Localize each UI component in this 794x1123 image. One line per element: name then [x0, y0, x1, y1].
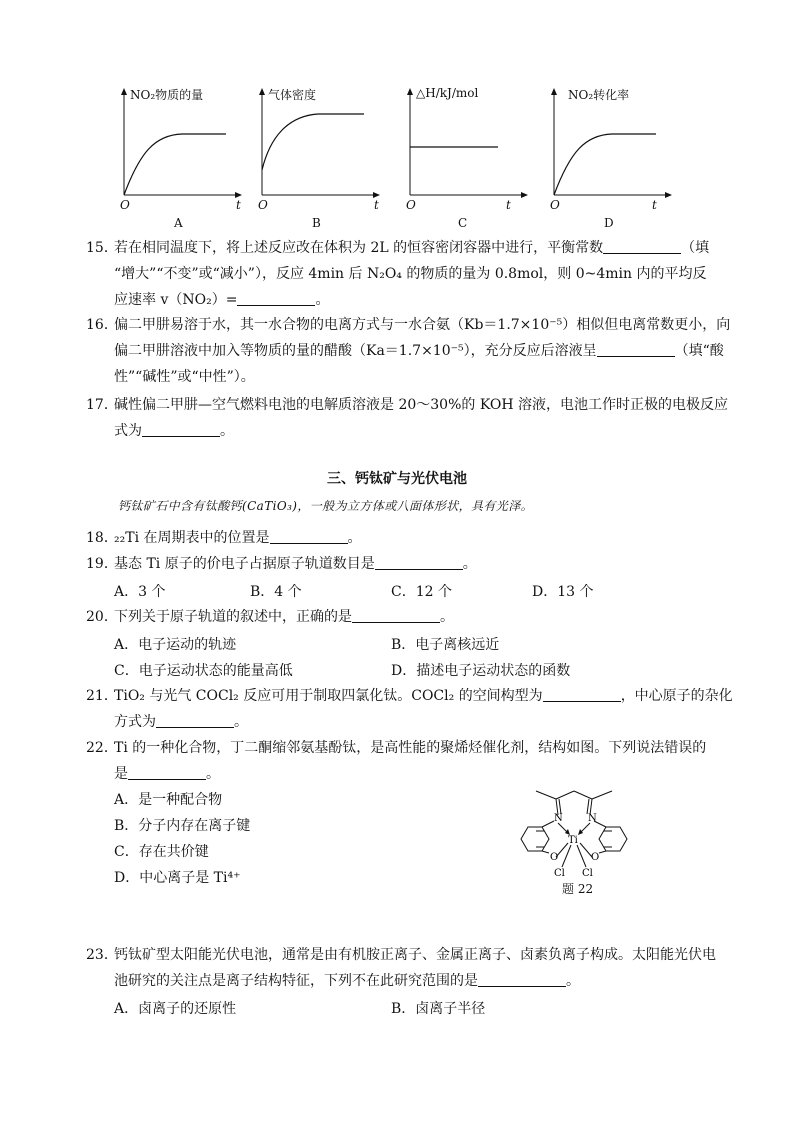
question-text: 。 — [315, 292, 330, 308]
option-b[interactable]: B．卤离子半径 — [391, 1001, 486, 1017]
graph-b-letter: B — [312, 216, 321, 230]
answer-blank[interactable] — [603, 239, 681, 254]
question-line: 性”“碱性”或“中性”）。 — [114, 369, 255, 385]
answer-blank[interactable] — [543, 687, 621, 702]
question-text: 偏二甲肼溶液中加入等物质的量的醋酸（Ka＝1.7×10⁻⁵），充分反应后溶液呈 — [114, 343, 597, 359]
question-number: 21． — [86, 688, 118, 704]
graph-c — [396, 82, 536, 232]
question-number: 23． — [86, 947, 118, 963]
question-line: Ti 的一种化合物，丁二酮缩邻氨基酚钛，是高性能的聚烯烃催化剂，结构如图。下列说法错误的 — [114, 740, 707, 756]
question-16 — [86, 312, 731, 390]
atom-n-left: N — [554, 813, 563, 824]
graph-a-axis: t — [236, 198, 241, 212]
answer-blank[interactable] — [270, 529, 348, 544]
graph-b-plot — [248, 82, 388, 232]
question-line — [114, 551, 711, 577]
question-text: 若在相同温度下，将上述反应改在体积为 2L 的恒容密闭容器中进行，平衡常数 — [114, 240, 604, 256]
option-c[interactable]: C．存在共价键 — [114, 844, 209, 860]
graph-a-curve — [124, 134, 226, 195]
question-text: ₂₂Ti 在周期表中的位置是 — [114, 530, 270, 546]
question-line: 偏二甲肼易溶于水，其一水合物的电离方式与一水合氨（Kb＝1.7×10⁻⁵）相似但电离常数更小，向 — [114, 317, 731, 333]
question-text: 基态 Ti 原子的价电子占据原子轨道数目是 — [114, 556, 375, 572]
question-line — [114, 709, 711, 735]
question-text: 。 — [234, 714, 248, 730]
question-19 — [86, 551, 711, 577]
question-text: 。 — [206, 766, 220, 782]
graph-d-plot — [540, 82, 680, 232]
question-line — [114, 525, 711, 551]
graph-d-title: NO₂转化率 — [568, 88, 630, 102]
option-b[interactable]: B．分子内存在离子键 — [114, 818, 251, 834]
section-intro: 钙钛矿石中含有钛酸钙(CaTiO₃)，一般为立方体或八面体形状，具有光泽。 — [118, 499, 533, 513]
question-number: 19． — [86, 556, 118, 572]
graph-d-origin: O — [550, 198, 560, 212]
answer-blank[interactable] — [128, 765, 206, 780]
question-text: ，中心原子的杂化 — [620, 688, 733, 704]
graph-c-axis: t — [506, 198, 511, 212]
question-number: 17． — [86, 397, 118, 413]
question-text: 。 — [440, 609, 454, 625]
figure-caption: 题 22 — [562, 882, 594, 896]
question-17 — [86, 392, 729, 444]
option-d[interactable]: D．描述电子运动状态的函数 — [391, 663, 571, 679]
question-text: 应速率 v（NO₂）= — [114, 292, 238, 308]
option-b[interactable]: B．电子离核远近 — [391, 637, 500, 653]
question-line — [114, 418, 711, 444]
atom-n-right: N — [588, 813, 597, 824]
question-18 — [86, 525, 711, 551]
graph-c-title: △H/kJ/mol — [416, 86, 479, 100]
question-text: （填 — [681, 240, 710, 256]
question-text: 方式为 — [114, 714, 156, 730]
question-line: 钙钛矿型太阳能光伏电池，通常是由有机胺正离子、金属正离子、卤素负离子构成。太阳能光伏电 — [114, 947, 716, 963]
option-c[interactable]: C．12 个 — [391, 584, 452, 600]
option-a[interactable]: A．卤离子的还原性 — [114, 1001, 237, 1017]
answer-blank[interactable] — [352, 608, 440, 623]
question-text: TiO₂ 与光气 COCl₂ 反应可用于制取四氯化钛。COCl₂ 的空间构型为 — [114, 688, 543, 704]
question-line — [114, 338, 724, 364]
atom-o-right: O — [591, 852, 600, 863]
answer-blank[interactable] — [237, 291, 315, 306]
question-line — [114, 968, 711, 994]
answer-blank[interactable] — [597, 342, 675, 357]
question-text: 式为 — [114, 423, 142, 439]
question-text: 下列关于原子轨道的叙述中，正确的是 — [114, 609, 352, 625]
section-title: 三、钙钛矿与光伏电池 — [327, 471, 467, 487]
graph-b-curve — [262, 114, 364, 170]
option-b[interactable]: B．4 个 — [250, 584, 302, 600]
question-21 — [86, 683, 733, 735]
atom-ti: Ti — [568, 835, 578, 846]
option-a[interactable]: A．3 个 — [114, 584, 166, 600]
question-text: 池研究的关注点是离子结构特征，下列不在此研究范围的是 — [114, 973, 478, 989]
question-text: 。 — [220, 423, 234, 439]
question-number: 22． — [86, 740, 118, 756]
answer-blank[interactable] — [142, 422, 220, 437]
question-text: 。 — [462, 556, 477, 572]
answer-blank[interactable] — [156, 713, 234, 728]
graph-a-letter: A — [174, 216, 183, 230]
question-number: 18． — [86, 530, 118, 546]
question-20 — [86, 604, 711, 630]
atom-o-left: O — [550, 852, 559, 863]
question-number: 20． — [86, 609, 118, 625]
graph-a — [110, 82, 250, 232]
graph-c-plot — [396, 82, 536, 232]
question-line — [114, 604, 711, 630]
option-d[interactable]: D．中心离子是 Ti⁴⁺ — [114, 870, 241, 886]
atom-cl-left: Cl — [554, 868, 565, 879]
graph-b-title: 气体密度 — [268, 88, 317, 102]
graph-a-origin: O — [120, 198, 130, 212]
graph-a-plot — [110, 82, 250, 232]
question-number: 16． — [86, 317, 118, 333]
graph-b-axis: t — [374, 198, 379, 212]
graph-d-curve — [554, 134, 656, 195]
option-a[interactable]: A．是一种配合物 — [114, 792, 223, 808]
question-line: “增大”“不变”或“减小”），反应 4min 后 N₂O₄ 的物质的量为 0.8mol，则 0~4min 内的平均反 — [114, 266, 707, 282]
option-a[interactable]: A．电子运动的轨迹 — [114, 637, 237, 653]
question-line: 碱性偏二甲肼—空气燃料电池的电解质溶液是 20～30%的 KOH 溶液，电池工作时正极的电极反应 — [114, 397, 729, 413]
graph-b — [248, 82, 388, 232]
graph-d-axis: t — [652, 198, 657, 212]
graph-c-origin: O — [406, 198, 416, 212]
question-text: 是 — [114, 766, 128, 782]
question-text: （填“酸 — [674, 343, 724, 359]
graph-d-letter: D — [604, 216, 614, 230]
atom-cl-right: Cl — [582, 868, 593, 879]
answer-blank[interactable] — [375, 555, 463, 570]
question-text: 。 — [347, 530, 362, 546]
question-number: 15． — [86, 240, 118, 256]
option-d[interactable]: D．13 个 — [532, 584, 594, 600]
question-15 — [86, 235, 711, 313]
question-23 — [86, 942, 716, 994]
graph-b-origin: O — [258, 198, 268, 212]
graph-a-title: NO₂物质的量 — [130, 88, 204, 102]
answer-blank[interactable] — [478, 972, 566, 987]
graph-c-letter: C — [458, 216, 468, 230]
question-line — [114, 287, 711, 313]
question-line — [114, 235, 711, 261]
question-line — [114, 683, 733, 709]
question-text: 。 — [566, 973, 580, 989]
option-c[interactable]: C．电子运动状态的能量高低 — [114, 663, 293, 679]
graph-d — [540, 82, 680, 232]
